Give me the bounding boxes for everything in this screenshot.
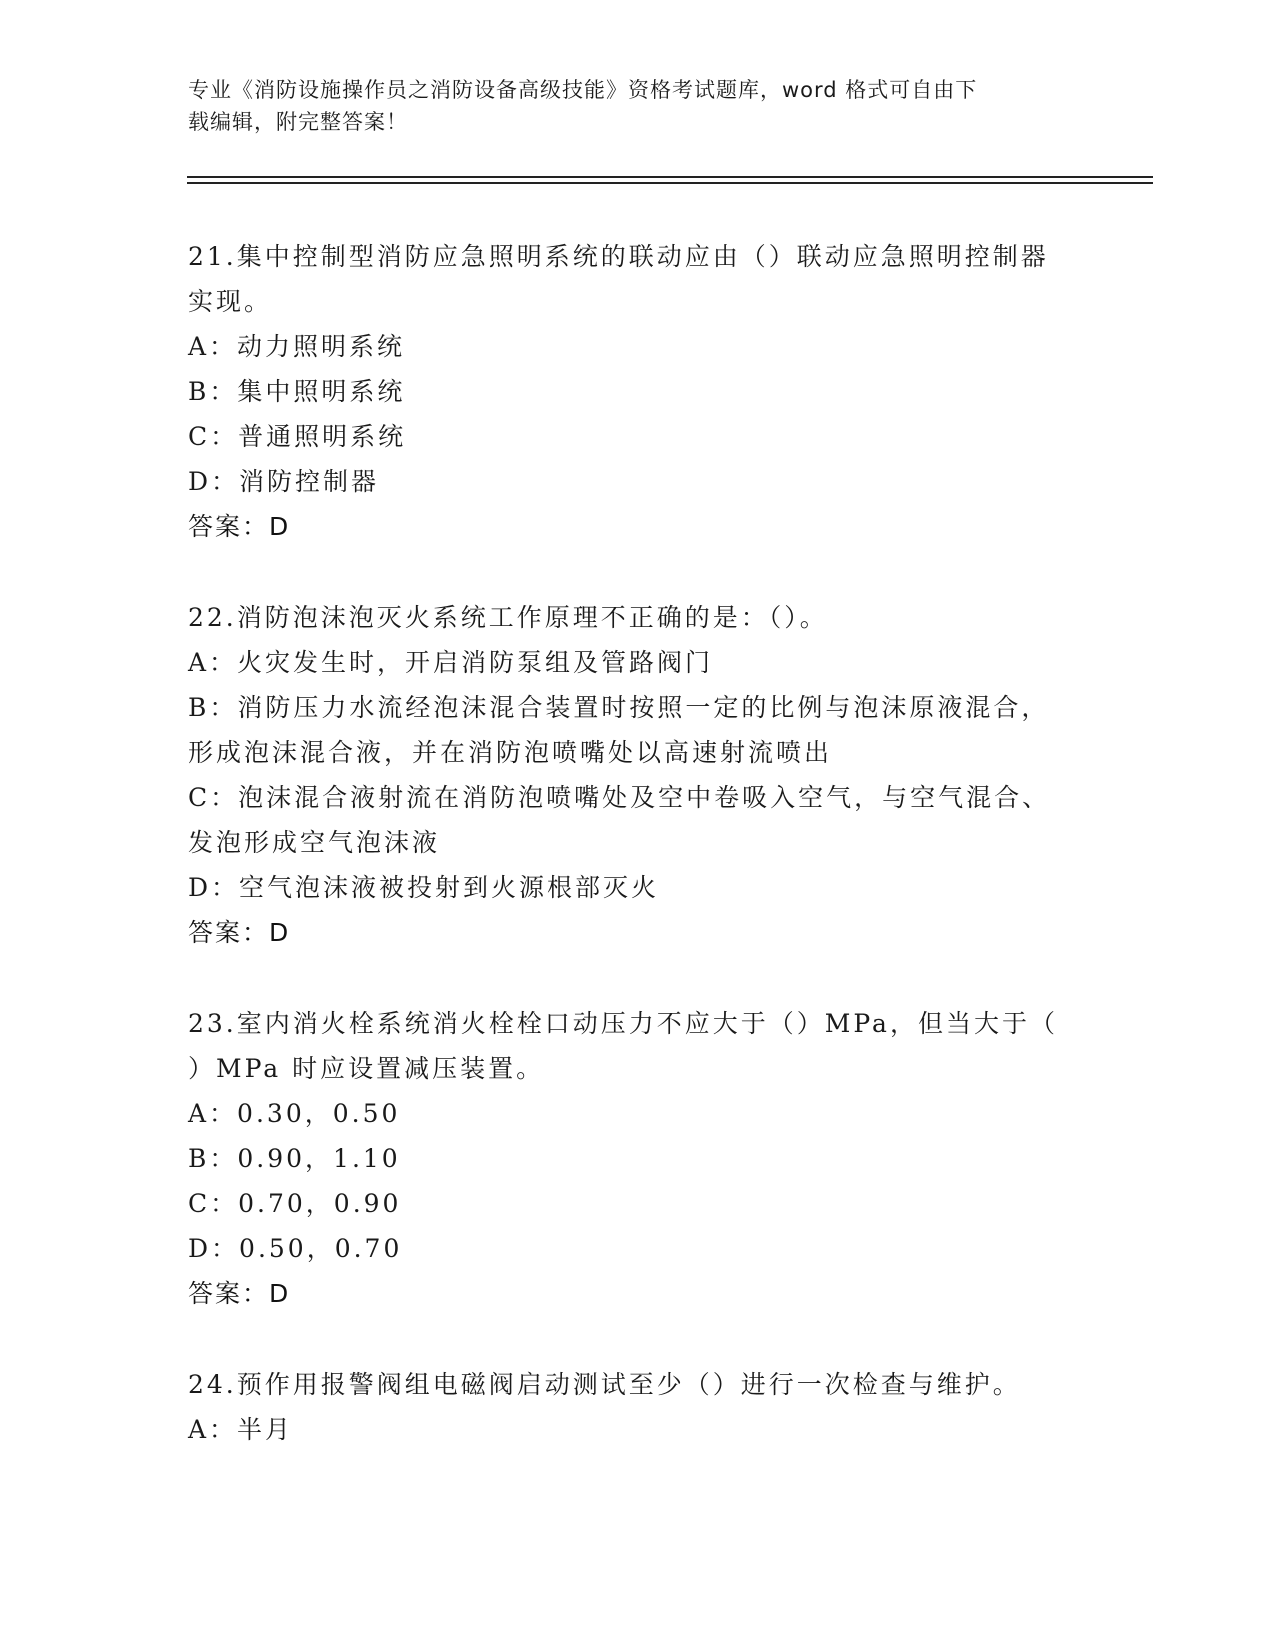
option-d: D：空气泡沫液被投射到火源根部灭火: [188, 873, 660, 902]
question-stem-line-2: 实现。: [188, 287, 273, 316]
option-c-line-2: 发泡形成空气泡沫液: [188, 828, 441, 857]
header-divider-top: [187, 176, 1153, 178]
question-stem: [188, 1001, 1088, 1091]
option-c: C：0.70，0.90: [188, 1189, 402, 1218]
answer-text: 答案：D: [188, 1279, 291, 1308]
question-stem: 22.消防泡沫泡灭火系统工作原理不正确的是：（）。: [188, 603, 828, 632]
option-b-line-1: B：消防压力水流经泡沫混合装置时按照一定的比例与泡沫原液混合，: [188, 693, 1050, 722]
question-stem: 24.预作用报警阀组电磁阀启动测试至少（）进行一次检查与维护。: [188, 1370, 1021, 1399]
option-b: B：0.90，1.10: [188, 1144, 401, 1173]
option-b-line-2: 形成泡沫混合液，并在消防泡喷嘴处以高速射流喷出: [188, 738, 833, 767]
option-a: A：火灾发生时，开启消防泵组及管路阀门: [188, 648, 714, 677]
document-header: [188, 74, 1068, 138]
answer-text: 答案：D: [188, 918, 291, 947]
option-b: [188, 685, 1088, 775]
question-22: [188, 595, 1088, 955]
question-24: [188, 1362, 1088, 1452]
question-21: [188, 234, 1088, 549]
header-divider-bottom: [187, 182, 1153, 184]
option-d: D：0.50，0.70: [188, 1234, 403, 1263]
option-a: A：0.30，0.50: [188, 1099, 401, 1128]
option-c-line-1: C：泡沫混合液射流在消防泡喷嘴处及空中卷吸入空气，与空气混合、: [188, 783, 1051, 812]
option-a: A：半月: [188, 1415, 294, 1444]
option-d: D：消防控制器: [188, 467, 380, 496]
question-list: [188, 234, 1088, 1498]
option-a: A：动力照明系统: [188, 332, 406, 361]
header-line-2: 载编辑，附完整答案！: [188, 110, 408, 134]
question-stem-line-2: ）MPa 时应设置减压装置。: [188, 1054, 545, 1083]
header-line-1: 专业《消防设施操作员之消防设备高级技能》资格考试题库，word 格式可自由下: [188, 78, 978, 102]
question-stem-line-1: 23.室内消火栓系统消火栓栓口动压力不应大于（）MPa，但当大于（: [188, 1009, 1058, 1038]
option-b: B：集中照明系统: [188, 377, 406, 406]
option-c: [188, 775, 1088, 865]
answer-text: 答案：D: [188, 512, 291, 541]
question-23: [188, 1001, 1088, 1316]
option-c: C：普通照明系统: [188, 422, 407, 451]
question-stem: [188, 234, 1088, 324]
question-stem-line-1: 21.集中控制型消防应急照明系统的联动应由（）联动应急照明控制器: [188, 242, 1049, 271]
